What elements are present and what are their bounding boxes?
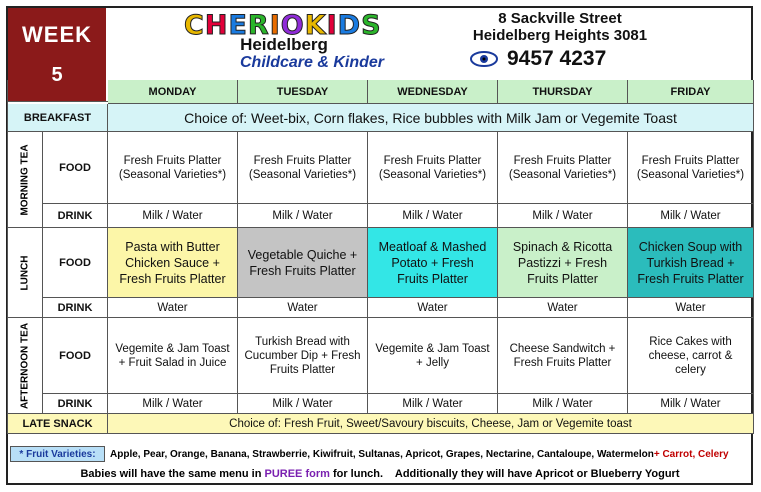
day-header: WEDNESDAY (368, 80, 498, 104)
afternoon-drink-cell: Milk / Water (498, 394, 628, 414)
morning-tea-section-label: MORNING TEA (19, 143, 31, 216)
morning-food-label: FOOD (43, 132, 108, 204)
morning-drink-cell: Milk / Water (108, 204, 238, 228)
lunch-food-cell: Pasta with Butter Chicken Sauce + Fresh Fruits Platter (108, 228, 238, 298)
afternoon-food-cell: Cheese Sandwitch + Fresh Fruits Platter (498, 318, 628, 394)
late-snack-label: LATE SNACK (8, 414, 108, 434)
breakfast-text: Choice of: Weet-bix, Corn flakes, Rice bubbles with Milk Jam or Vegemite Toast (108, 104, 754, 132)
morning-drink-cell: Milk / Water (628, 204, 754, 228)
eye-icon (470, 51, 498, 67)
morning-drink-label: DRINK (43, 204, 108, 228)
logo-letter: I (326, 10, 338, 41)
afternoon-drink-cell: Milk / Water (238, 394, 368, 414)
lunch-drink-cell: Water (498, 298, 628, 318)
afternoon-tea-section-label: AFTERNOON TEA (19, 322, 31, 409)
logo-letter: D (337, 10, 362, 41)
fruit-legend-label: * Fruit Varieties: (10, 446, 105, 462)
logo-letter: I (269, 10, 281, 41)
morning-food-cell: Fresh Fruits Platter (Seasonal Varieties*) (368, 132, 498, 204)
lunch-section (8, 228, 43, 318)
logo-letter: H (204, 10, 229, 41)
tagline: Childcare & Kinder (239, 54, 385, 71)
logo-letter: R (247, 10, 270, 41)
phone-number: 9457 4237 (507, 47, 607, 70)
lunch-food-label: FOOD (43, 228, 108, 298)
babies-note-part1: Babies will have the same menu in (80, 468, 265, 480)
morning-drink-cell: Milk / Water (498, 204, 628, 228)
lunch-food-cell: Chicken Soup with Turkish Bread + Fresh Fruits Platter (628, 228, 754, 298)
lunch-food-cell: Spinach & Ricotta Pastizzi + Fresh Fruits Platter (498, 228, 628, 298)
breakfast-label: BREAKFAST (8, 104, 108, 132)
fruit-extra: + Carrot, Celery (653, 448, 729, 460)
afternoon-tea-section (8, 318, 43, 414)
lunch-drink-cell: Water (368, 298, 498, 318)
afternoon-food-label: FOOD (43, 318, 108, 394)
day-header: TUESDAY (238, 80, 368, 104)
fruit-legend-text (110, 446, 750, 462)
afternoon-drink-cell: Milk / Water (368, 394, 498, 414)
logo-letter: S (361, 10, 382, 41)
day-header: THURSDAY (498, 80, 628, 104)
lunch-food-cell: Meatloaf & Mashed Potato + Fresh Fruits Platter (368, 228, 498, 298)
lunch-drink-cell: Water (238, 298, 368, 318)
morning-food-cell: Fresh Fruits Platter (Seasonal Varieties*) (498, 132, 628, 204)
logo-letter: O (280, 10, 305, 41)
week-word: WEEK (22, 22, 92, 47)
lunch-section-label: LUNCH (19, 255, 31, 290)
day-header: MONDAY (108, 80, 238, 104)
afternoon-food-cell: Rice Cakes with cheese, carrot & celery (628, 318, 754, 394)
fruit-list: Apple, Pear, Orange, Banana, Strawberrie, Kiwifruit, Sultanas, Apricot, Grapes, Nectarine, Cantaloupe, Watermelon (110, 448, 654, 460)
babies-note-puree: PUREE form (264, 468, 330, 480)
morning-tea-section (8, 132, 43, 228)
address-line-2: Heidelberg Heights 3081 (472, 27, 648, 44)
morning-drink-cell: Milk / Water (368, 204, 498, 228)
afternoon-food-cell: Turkish Bread with Cucumber Dip + Fresh Fruits Platter (238, 318, 368, 394)
lunch-drink-cell: Water (108, 298, 238, 318)
logo-letter: E (228, 10, 248, 41)
suburb-title: Heidelberg (240, 35, 328, 54)
grid-left-border (7, 80, 8, 434)
morning-food-cell: Fresh Fruits Platter (Seasonal Varieties*) (238, 132, 368, 204)
week-number: 5 (51, 64, 63, 86)
morning-food-cell: Fresh Fruits Platter (Seasonal Varieties*) (628, 132, 754, 204)
afternoon-food-cell: Vegemite & Jam Toast + Fruit Salad in Juice (108, 318, 238, 394)
address-line-1: 8 Sackville Street (498, 10, 622, 27)
afternoon-drink-cell: Milk / Water (108, 394, 238, 414)
lunch-food-cell: Vegetable Quiche + Fresh Fruits Platter (238, 228, 368, 298)
lunch-drink-label: DRINK (43, 298, 108, 318)
logo-letter: K (304, 10, 327, 41)
day-header: FRIDAY (628, 80, 754, 104)
logo-letter: C (184, 10, 205, 41)
afternoon-food-cell: Vegemite & Jam Toast + Jelly (368, 318, 498, 394)
late-snack-text: Choice of: Fresh Fruit, Sweet/Savoury biscuits, Cheese, Jam or Vegemite toast (108, 414, 754, 434)
afternoon-drink-cell: Milk / Water (628, 394, 754, 414)
lunch-drink-cell: Water (628, 298, 754, 318)
week-badge (8, 8, 106, 101)
babies-note (10, 466, 750, 482)
afternoon-drink-label: DRINK (43, 394, 108, 414)
babies-note-part2: for lunch. Additionally they will have Apricot or Blueberry Yogurt (329, 468, 680, 480)
morning-food-cell: Fresh Fruits Platter (Seasonal Varieties*) (108, 132, 238, 204)
morning-drink-cell: Milk / Water (238, 204, 368, 228)
